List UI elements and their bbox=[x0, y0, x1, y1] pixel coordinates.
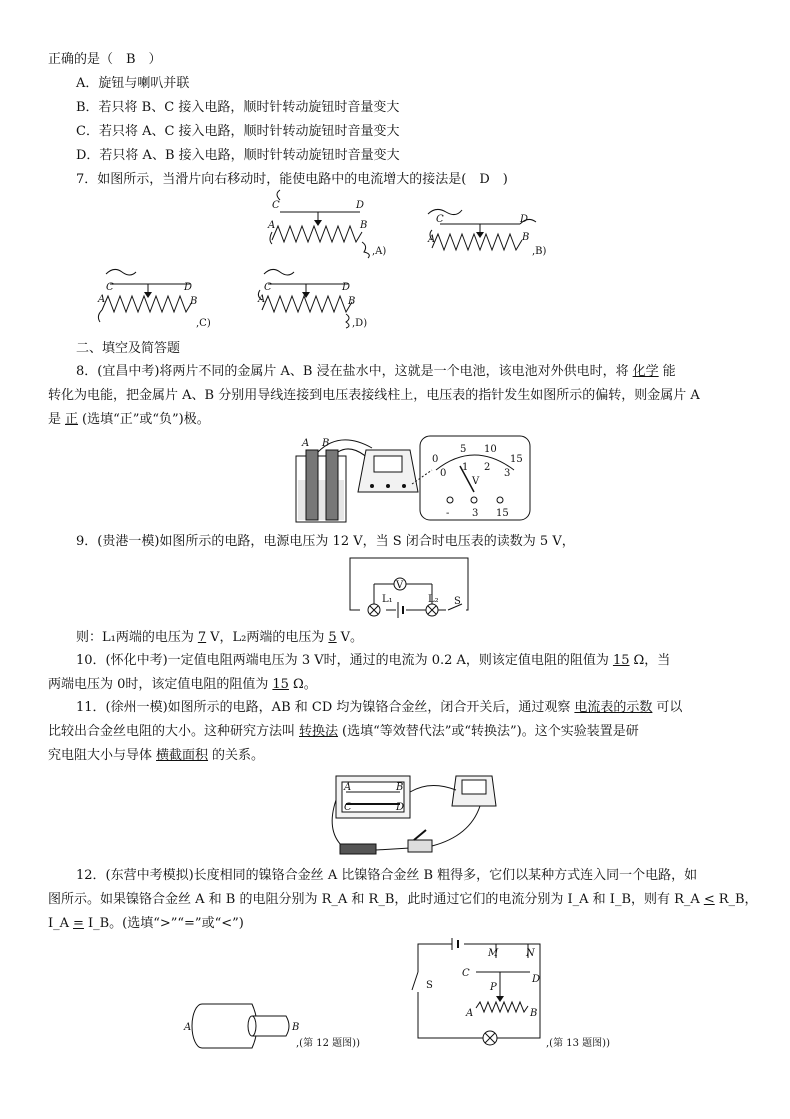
svg-text:10: 10 bbox=[484, 444, 497, 455]
q11-line1: 11．(徐州一模)如图所示的电路，AB 和 CD 均为镍铬合金丝，闭合开关后，通过观察 电流表的示数 可以 bbox=[76, 700, 683, 715]
svg-text:A: A bbox=[428, 234, 436, 245]
svg-text:1: 1 bbox=[462, 462, 469, 473]
svg-text:A: A bbox=[466, 1008, 474, 1019]
fig-d-label: ,D) bbox=[352, 318, 368, 329]
svg-text:2: 2 bbox=[484, 462, 491, 473]
q8-answer-1: 化学 bbox=[632, 364, 659, 379]
q8-answer-2: 正 bbox=[65, 412, 79, 427]
svg-text:C: C bbox=[106, 282, 114, 293]
svg-text:15: 15 bbox=[510, 454, 523, 465]
svg-text:B: B bbox=[522, 232, 530, 243]
svg-text:B: B bbox=[348, 296, 356, 307]
svg-text:15: 15 bbox=[496, 508, 509, 519]
q11-line2: 比较出合金丝电阻的大小。这种研究方法叫 转换法 (选填“等效替代法”或“转换法”)。这个实验装置是研 bbox=[48, 724, 639, 739]
svg-text:A: A bbox=[302, 438, 310, 449]
q12-line2: 图所示。如果镍铬合金丝 A 和 B 的电阻分别为 R_A 和 R_B，此时通过它们的电流分别为 I_A 和 I_B，则有 R_A < R_B， bbox=[48, 892, 758, 907]
svg-text:L₁: L₁ bbox=[382, 594, 393, 605]
q12-line3: I_A = I_B。(选填“>”“=”或“<”) bbox=[48, 916, 244, 931]
svg-text:B: B bbox=[292, 1022, 300, 1033]
q9-answer-1: 7 bbox=[197, 630, 207, 645]
svg-text:D: D bbox=[520, 214, 529, 225]
q9-answer-2: 5 bbox=[328, 630, 337, 645]
q10-line2: 两端电压为 0时，该定值电阻的阻值为 15 Ω。 bbox=[48, 677, 317, 692]
q10-answer-1: 15 bbox=[612, 653, 630, 668]
q11-line3: 究电阻大小与导体 横截面积 的关系。 bbox=[48, 748, 265, 763]
q8-line2: 转化为电能，把金属片 A、B 分别用导线连接到电压表接线柱上，电压表的指针发生如图所示的偏转，则金属片 A bbox=[48, 388, 700, 403]
svg-text:D: D bbox=[396, 802, 405, 813]
svg-text:C: C bbox=[462, 968, 470, 979]
q12-answer-2: = bbox=[73, 916, 84, 931]
svg-text:C: C bbox=[436, 214, 444, 225]
svg-text:S: S bbox=[426, 980, 433, 991]
svg-text:B: B bbox=[360, 220, 368, 231]
svg-text:D: D bbox=[532, 974, 541, 985]
svg-text:A: A bbox=[344, 782, 352, 793]
fig-a-label: ,A) bbox=[372, 246, 387, 257]
q13-caption: ,(第 13 题图)) bbox=[546, 1038, 610, 1049]
svg-text:D: D bbox=[356, 200, 365, 211]
q6-option-c: C．若只将 A、C 接入电路，顺时针转动旋钮时音量变大 bbox=[76, 124, 400, 139]
svg-text:B: B bbox=[322, 438, 330, 449]
svg-text:N: N bbox=[526, 948, 535, 959]
svg-text:P: P bbox=[490, 982, 497, 993]
q8-line3: 是 正 (选填“正”或“负”)极。 bbox=[48, 412, 210, 427]
q10-line1: 10．(怀化中考)一定值电阻两端电压为 3 V时，通过的电流为 0.2 A，则该定值电阻的阻值为 15 Ω，当 bbox=[76, 653, 671, 668]
svg-text:C: C bbox=[344, 802, 352, 813]
svg-text:A: A bbox=[98, 294, 106, 305]
q11-answer-1: 电流表的示数 bbox=[574, 700, 653, 715]
svg-text:B: B bbox=[396, 782, 404, 793]
q6-option-d: D．若只将 A、B 接入电路，顺时针转动旋钮时音量变大 bbox=[76, 148, 400, 163]
svg-text:C: C bbox=[272, 200, 280, 211]
q6-option-a: A．旋钮与喇叭并联 bbox=[76, 76, 190, 91]
q7-stem: 7．如图所示，当滑片向右移动时，能使电路中的电流增大的接法是( D ) bbox=[76, 172, 508, 187]
svg-text:B: B bbox=[190, 296, 198, 307]
svg-text:D: D bbox=[184, 282, 193, 293]
q12-caption: ,(第 12 题图)) bbox=[296, 1038, 360, 1049]
section-heading: 二、填空及简答题 bbox=[76, 341, 181, 356]
svg-text:V: V bbox=[472, 476, 480, 487]
svg-text:C: C bbox=[264, 282, 272, 293]
svg-text:M: M bbox=[488, 948, 499, 959]
svg-text:A: A bbox=[184, 1022, 192, 1033]
svg-text:B: B bbox=[530, 1008, 538, 1019]
svg-text:V: V bbox=[396, 580, 404, 591]
svg-text:A: A bbox=[258, 294, 266, 305]
svg-text:5: 5 bbox=[460, 444, 467, 455]
svg-text:3: 3 bbox=[472, 508, 479, 519]
q12-line1: 12．(东营中考模拟)长度相同的镍铬合金丝 A 比镍铬合金丝 B 粗得多，它们以某种方式连入同一个电路，如 bbox=[76, 868, 698, 883]
q12-answer-1: < bbox=[703, 892, 715, 907]
q11-answer-3: 横截面积 bbox=[156, 748, 209, 763]
q6-option-b: B．若只将 B、C 接入电路，顺时针转动旋钮时音量变大 bbox=[76, 100, 400, 115]
svg-text:D: D bbox=[342, 282, 351, 293]
svg-text:0: 0 bbox=[432, 454, 439, 465]
svg-text:-: - bbox=[446, 508, 450, 519]
q9-stem: 9．(贵港一模)如图所示的电路，电源电压为 12 V，当 S 闭合时电压表的读数为 5 V， bbox=[76, 534, 575, 549]
svg-text:S: S bbox=[454, 596, 461, 607]
q11-answer-2: 转换法 bbox=[299, 724, 339, 739]
fig-c-label: ,C) bbox=[196, 318, 211, 329]
svg-text:0: 0 bbox=[440, 468, 447, 479]
svg-text:L₂: L₂ bbox=[428, 594, 439, 605]
svg-text:A: A bbox=[268, 220, 276, 231]
q10-answer-2: 15 bbox=[272, 677, 289, 692]
q9-answer-line: 则：L₁两端的电压为 7 V，L₂两端的电压为 5 V。 bbox=[76, 630, 364, 645]
q6-stem: 正确的是（ B ） bbox=[48, 52, 162, 67]
q8-line1: 8．(宜昌中考)将两片不同的金属片 A、B 浸在盐水中，这就是一个电池，该电池对外供电时，将 化学 能 bbox=[76, 364, 676, 379]
svg-text:3: 3 bbox=[504, 468, 511, 479]
fig-b-label: ,B) bbox=[532, 246, 547, 257]
